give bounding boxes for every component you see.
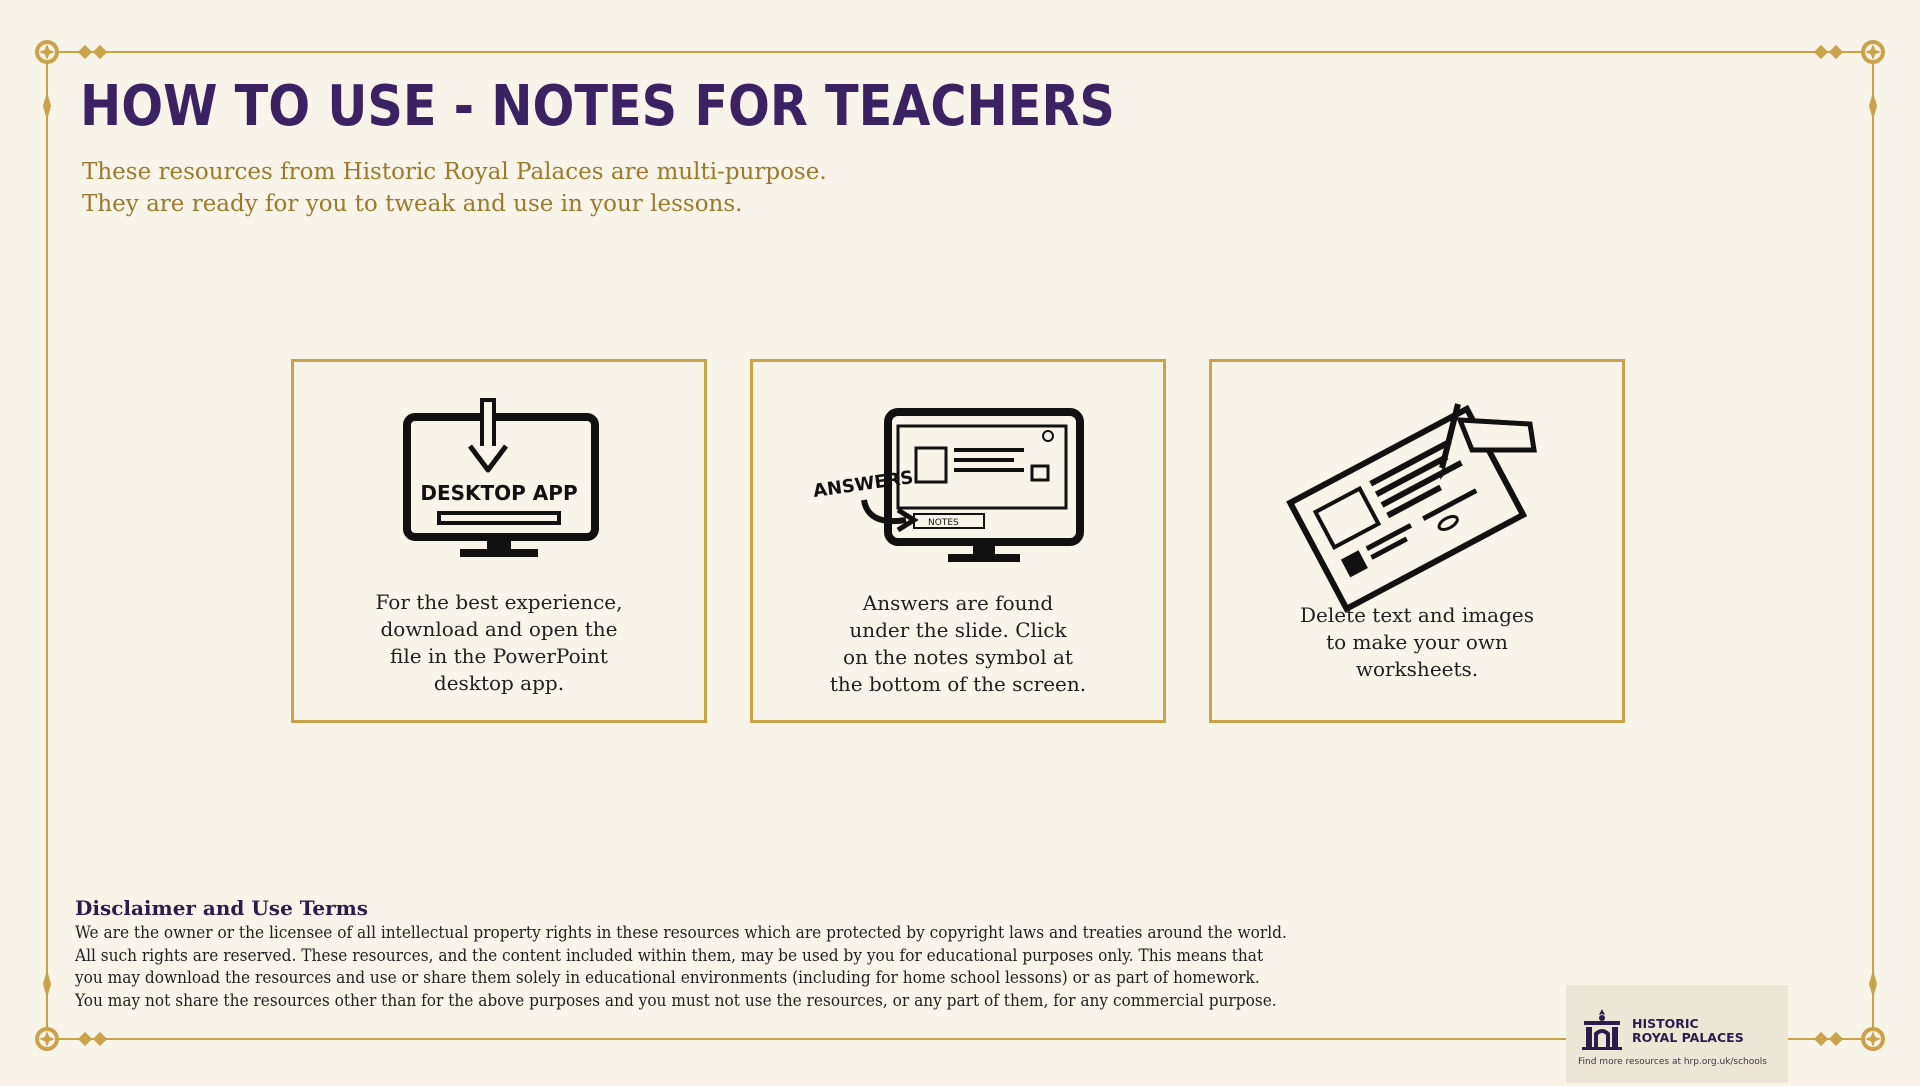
corner-ornament-icon (32, 1024, 62, 1054)
frame-side-ornament (43, 970, 51, 998)
icon-label: DESKTOP APP (420, 481, 578, 505)
frame-side-ornament (1869, 970, 1877, 998)
logo-line: ROYAL PALACES (1632, 1030, 1744, 1045)
intro-line: They are ready for you to tweak and use in your lessons. (82, 191, 743, 217)
icon-sublabel: NOTES (928, 518, 959, 528)
frame-diamond (78, 45, 92, 59)
card-text-line: Answers are found (862, 591, 1054, 615)
frame-diamond (1829, 1032, 1843, 1046)
card-desktop-app (291, 359, 707, 723)
disclaimer-line: All such rights are reserved. These resources, and the content included within them, may be used by you for educational purposes only. This means that (75, 945, 1264, 965)
worksheet-edit-icon (1282, 390, 1552, 590)
frame-diamond (93, 1032, 107, 1046)
card-text-line: the bottom of the screen. (829, 672, 1087, 696)
card-text-line: file in the PowerPoint (390, 644, 608, 668)
corner-ornament-icon (32, 37, 62, 67)
logo-line: HISTORIC (1632, 1016, 1699, 1031)
corner-ornament-icon (1858, 1024, 1888, 1054)
card-text-line: desktop app. (433, 671, 565, 695)
hrp-logo (1566, 985, 1788, 1083)
disclaimer-line: You may not share the resources other than for the above purposes and you must not use the resources, or any part of them, for any commercial purpose. (75, 990, 1277, 1010)
intro-text (82, 156, 827, 220)
card-text-line: worksheets. (1355, 657, 1479, 681)
card-text-line: download and open the (380, 617, 618, 641)
disclaimer-line: We are the owner or the licensee of all intellectual property rights in these resources which are protected by copyright laws and treaties around the world. (75, 923, 1287, 942)
card-description (294, 589, 704, 697)
card-text-line: Delete text and images (1299, 603, 1535, 627)
card-text-line: For the best experience, (375, 590, 623, 614)
frame-side-ornament (1869, 92, 1877, 120)
logo-wordmark (1632, 1017, 1744, 1045)
disclaimer-section (75, 896, 1375, 1012)
disclaimer-heading: Disclaimer and Use Terms (75, 896, 369, 920)
card-worksheets (1209, 359, 1625, 723)
frame-right-border (1872, 51, 1874, 1040)
logo-footer-link: Find more resources at hrp.org.uk/schools (1578, 1057, 1767, 1067)
page-title: HOW TO USE - NOTES FOR TEACHERS (80, 74, 1115, 139)
frame-diamond (93, 45, 107, 59)
frame-side-ornament (43, 92, 51, 120)
card-answers (750, 359, 1166, 723)
card-text-line: under the slide. Click (849, 618, 1067, 642)
intro-line: These resources from Historic Royal Palaces are multi-purpose. (82, 159, 827, 185)
card-text-line: to make your own (1326, 630, 1508, 654)
icon-label: ANSWERS (811, 467, 915, 502)
frame-left-border (46, 51, 48, 1040)
frame-top-border (46, 51, 1874, 53)
frame-diamond (1814, 45, 1828, 59)
frame-diamond (1814, 1032, 1828, 1046)
frame-diamond (1829, 45, 1843, 59)
disclaimer-line: you may download the resources and use or share them solely in educational environments (including for home school lessons) or as part of homework. (75, 968, 1260, 987)
card-description (1212, 602, 1622, 683)
card-description (753, 590, 1163, 698)
desktop-app-download-icon (394, 400, 604, 570)
corner-ornament-icon (1858, 37, 1888, 67)
frame-diamond (78, 1032, 92, 1046)
palace-crest-icon (1578, 1007, 1626, 1051)
card-text-line: on the notes symbol at (843, 645, 1073, 669)
answers-notes-icon (811, 408, 1088, 578)
